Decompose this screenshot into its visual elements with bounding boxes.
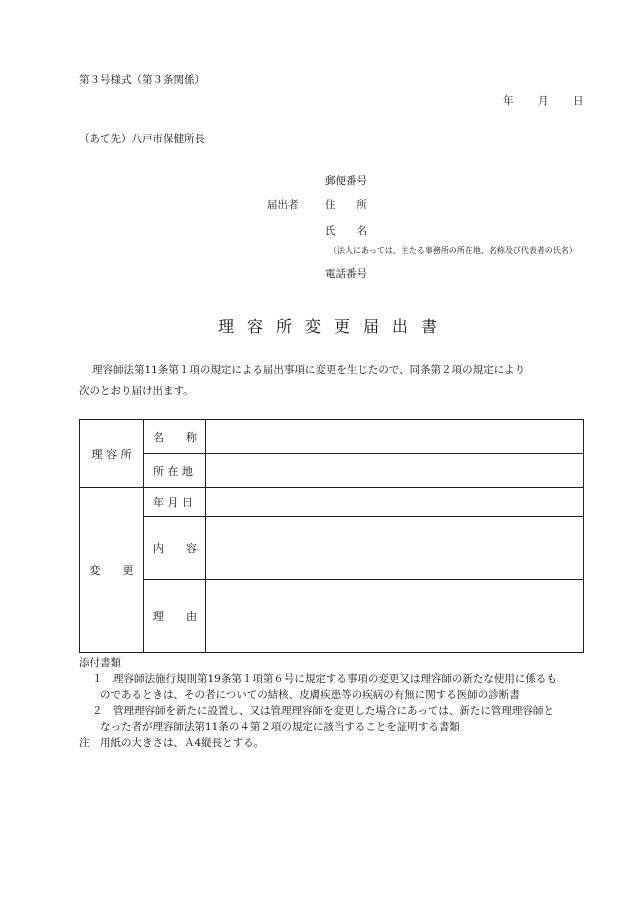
name-label: 氏 名	[325, 225, 367, 237]
date-day: 日	[573, 95, 584, 107]
date-value-cell[interactable]	[206, 488, 584, 517]
date-line	[0, 93, 630, 107]
recipient: （あて先）八戸市保健所長	[79, 133, 205, 145]
table-row	[80, 517, 584, 580]
reason-label-cell: 理 由	[144, 580, 206, 653]
attachment-item-2-line-2: なった者が理容師法第11条の４第２項の規定に該当することを証明する書類	[100, 721, 460, 733]
phone-label: 電話番号	[325, 268, 367, 280]
name-value-cell[interactable]	[206, 420, 584, 454]
attachments-heading: 添付書類	[79, 657, 121, 669]
table-row	[80, 580, 584, 653]
postal-code-label: 郵便番号	[325, 175, 367, 187]
group-barbershop: 理 容 所	[80, 420, 144, 488]
attachment-item-2-line-1: ２ 管理理容師を新たに設置し、又は管理理容師を変更した場合にあっては、新たに管理理容師と	[92, 705, 554, 717]
content-label-cell: 内 容	[144, 517, 206, 580]
address-label: 住 所	[325, 199, 367, 211]
location-label-cell: 所 在 地	[144, 454, 206, 488]
attachment-item-1-line-2: のであるときは、その者についての結核、皮膚疾患等の疾病の有無に関する医師の診断書	[100, 689, 520, 701]
form-number: 第３号様式（第３条関係）	[79, 74, 205, 86]
table-row	[80, 420, 584, 454]
attachment-item-1-line-1: １ 理容師法施行規則第19条第１項第６号に規定する事項の変更又は理容師の新たな使用に係るも	[92, 673, 557, 685]
table-row	[80, 488, 584, 517]
notification-table	[79, 419, 584, 653]
corporate-note: （法人にあっては、主たる事務所の所在地、名称及び代表者の氏名）	[329, 246, 577, 255]
date-year: 年	[503, 95, 514, 107]
table-row	[80, 454, 584, 488]
content-value-cell[interactable]	[206, 517, 584, 580]
location-value-cell[interactable]	[206, 454, 584, 488]
reason-value-cell[interactable]	[206, 580, 584, 653]
paper-size-note: 注 用紙の大きさは、Ａ4縦長とする。	[79, 737, 265, 749]
intro-line-1: 理容師法第11条第１項の規定による届出事項に変更を生じたので、同条第２項の規定により	[92, 364, 526, 376]
group-change: 変 更	[80, 488, 144, 653]
date-month: 月	[538, 95, 549, 107]
document-title: 理容所変更届出書	[218, 317, 451, 336]
name-label-cell: 名 称	[144, 420, 206, 454]
applicant-label: 届出者	[267, 199, 299, 211]
intro-line-2: 次のとおり届け出ます。	[79, 385, 194, 397]
date-label-cell: 年 月 日	[144, 488, 206, 517]
